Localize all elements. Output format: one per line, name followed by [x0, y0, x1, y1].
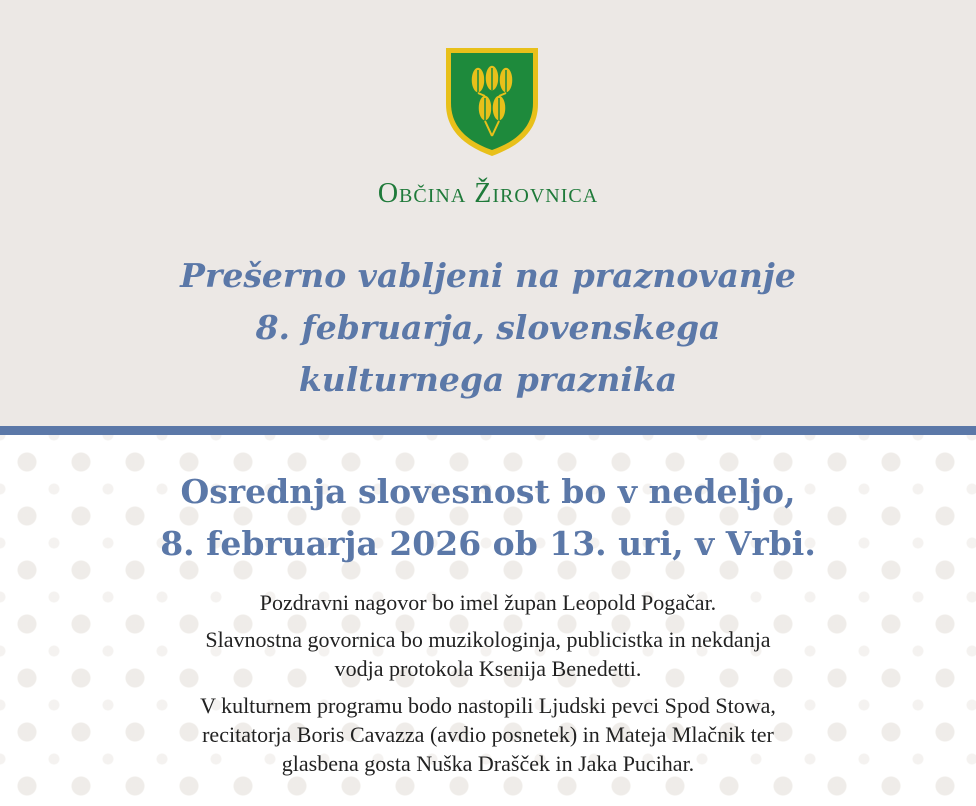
event-details [60, 580, 916, 786]
body-line: recitatorja Boris Cavazza (avdio posnetek) in Mateja Mlačnik ter [202, 722, 774, 747]
body-line: V kulturnem programu bodo nastopili Ljudski pevci Spod Stowa, [200, 693, 776, 718]
event-headline [40, 466, 936, 570]
title-line: 8. februarja, slovenskega [255, 308, 721, 347]
wheat-crest-icon [444, 46, 540, 158]
title-line: kulturnega praznika [298, 360, 678, 399]
headline-line: 8. februarja 2026 ob 13. uri, v Vrbi. [160, 524, 816, 563]
body-line: vodja protokola Ksenija Benedetti. [334, 656, 642, 681]
invitation-title [60, 250, 916, 406]
title-line: Prešerno vabljeni na praznovanje [180, 256, 796, 295]
body-line: Slavnostna govornica bo muzikologinja, publicistka in nekdanja [205, 627, 771, 652]
organization-name: Občina Žirovnica [377, 178, 599, 209]
body-line: Pozdravni nagovor bo imel župan Leopold Pogačar. [259, 590, 717, 615]
divider-bar [0, 426, 976, 435]
headline-line: Osrednja slovesnost bo v nedeljo, [180, 472, 796, 511]
body-line: glasbena gosta Nuška Drašček in Jaka Pucihar. [281, 751, 695, 776]
